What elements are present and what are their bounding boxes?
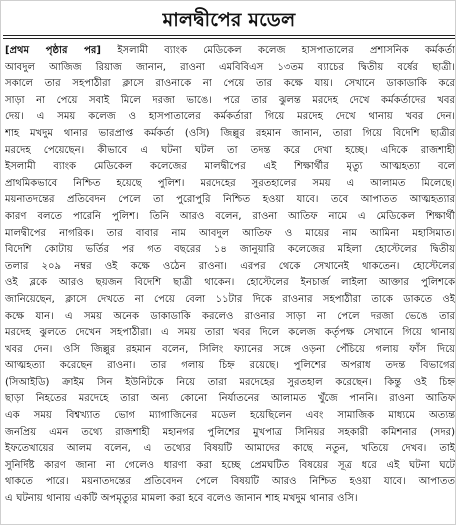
article-line: তলার ২০৯ নম্বর ওই কক্ষে ওঠেন রাওনা। এরপর থেকে সেখানেই থাকতেন। হোস্টেলের — [5, 260, 455, 272]
article-line: ওই ব্লকে আরও ছয়জন বিদেশি ছাত্রী থাকেন। হোস্টেলের ইনচার্জ লাইলা আক্তার পুলিশকে — [5, 277, 455, 289]
article-line: মালদ্বীপের নাগরিক। তার বাবার নাম আবদুল আতিফ ও মায়ের নাম আমিনা মহাসিমাত। — [5, 227, 455, 239]
article-line: ইসলামী ব্যাংক মেডিকেল কলেজের মালদ্বীপের এই শিক্ষার্থীর মৃত্যু আত্মহত্যা বলে — [5, 161, 455, 173]
article-line: আবদুল আজিজ রিয়াজ জানান, রাওনা এমবিবিএস ১৩তম ব্যাচের দ্বিতীয় বর্ষের ছাত্রী। — [5, 61, 455, 73]
continuation-label: [প্রথম পৃষ্ঠার পর] — [5, 45, 101, 56]
article-line: এ ঘটনায় থানায় একটি অপমৃত্যুর মামলা করা হবে বলেও জানান শাহ মখদুম থানার ওসি। — [5, 493, 358, 505]
article-line: সুনির্দিষ্ট কারণ জানা না গেলেও ধারণা করা হচ্ছে প্রেমঘটিত বিষয়ের সূত্র ধরে এই ঘটনা ঘটে — [5, 459, 455, 471]
article-line: (সিআইডি) ক্রাইম সিন ইউনিটকে নিয়ে তারা মরদেহের সুরতহাল করেছেন। কিন্তু ওই চিহ্ন — [5, 376, 455, 388]
article-line: সকালে তার সহপাঠীরা ক্লাসে রাওনাকে না পেয়ে তার কক্ষে যায়। সেখানে ডাকাডাকি করে — [5, 78, 455, 90]
article-line: থাকতে পারে। ময়নাতদন্তের প্রতিবেদন পেলে বিষয়টি আরও নিশ্চিত হওয়া যাবে। আপাতত — [5, 476, 455, 488]
article-line: জনপ্রিয় এমন তথ্যে রাজশাহী মহানগর পুলিশের মুখপাত্র সিনিয়র সহকারী কমিশনার (সদর) — [5, 426, 455, 438]
article-line: সাড়া না পেয়ে সবাই মিলে দরজা ভাঙে। পরে তার ঝুলন্ত মরদেহ দেখে কর্মকর্তাদের খবর — [5, 94, 455, 106]
article-body — [5, 43, 455, 508]
article-line: ইফতেখায়ের আলম বলেন, এ তথ্যের বিষয়টি আমাদের কাছে নতুন, খতিয়ে দেখব। তাই — [5, 443, 455, 455]
headline: মালদ্বীপের মডেল — [162, 9, 296, 31]
headline-area — [1, 7, 456, 33]
article-line: প্রাথমিকভাবে নিশ্চিত হয়েছে পুলিশ। মরদেহের সুরতহালের সময় এ আলামত মিলেছে। — [5, 177, 455, 189]
article-line: ছাড়া নিহতের মরদেহে তারা অন্য কোনো নির্যাতনের আলামত খুঁজে পাননি। রাওনা আতিফ — [5, 393, 455, 405]
headline-rule-top — [3, 35, 455, 36]
article-line-text: ইসলামী ব্যাংক মেডিকেল কলেজ হাসপাতালের প্রশাসনিক কর্মকর্তা — [100, 45, 455, 56]
article-line: মরদেহ ঝুলতে দেখেন সহপাঠীরা। এ সময় তারা খবর দিলে কলেজ কর্তৃপক্ষ সেখানে গিয়ে থানায় — [5, 327, 455, 339]
article-line — [5, 43, 455, 60]
article-line: বিদেশি কোটায় ভর্তির পর গত বছরের ১৪ জানুয়ারি কলেজের মহিলা হোস্টেলের দ্বিতীয় — [5, 244, 455, 256]
article-line: জানিয়েছেন, ক্লাসে দেখতে না পেয়ে বেলা ১১টার দিকে রাওনার সহপাঠীরা তাকে ডাকতে ওই — [5, 293, 455, 305]
article-line: আত্মহত্যা করেছেন রাওনা। তার গলায় চিহ্ন রয়েছে। পুলিশের অপরাধ তদন্ত বিভাগের — [5, 360, 455, 372]
article-line: কারণ বলতে পারেনি পুলিশ। তিনি আরও বলেন, রাওনা আতিফ নামে এ মেডিকেল শিক্ষার্থী — [5, 210, 455, 222]
article-line: এক সময় বিশ্বখ্যাত ভোগ ম্যাগাজিনের মডেল হয়েছিলেন এবং সামাজিক মাধ্যমে অত্যন্ত — [5, 410, 455, 422]
article-line: দেয়। এ সময় কলেজ ও হাসপাতালের কর্মকর্তারা গিয়ে মরদেহ দেখে থানায় খবর দেন। — [5, 111, 455, 123]
article-line: মরদেহ পেয়েছেন। কীভাবে এ ঘটনা ঘটল তা তদন্ত করে দেখা হচ্ছে। এদিকে রাজশাহী — [5, 144, 455, 156]
article-line: কক্ষে যান। এ সময় অনেক ডাকাডাকি করলেও রাওনার সাড়া না পেলে দরজা ভেঙে তার — [5, 310, 455, 322]
article-line: ময়নাতদন্তের প্রতিবেদন পেলে তা পুরোপুরি নিশ্চিত হওয়া যাবে। তবে আপাতত আত্মহত্যার — [5, 194, 455, 206]
article-line: শাহ মখদুম থানার ভারপ্রাপ্ত কর্মকর্তা (ওসি) জিল্লুর রহমান জানান, তারা গিয়ে বিদেশি ছাত্রীর — [5, 127, 455, 139]
article-line: খবর দেন। ওসি জিল্লুর রহমান বলেন, সিলিং ফ্যানের সঙ্গে ওড়না পেঁচিয়ে গলায় ফাঁস দিয়ে — [5, 343, 455, 355]
headline-rule-bottom — [3, 38, 455, 39]
